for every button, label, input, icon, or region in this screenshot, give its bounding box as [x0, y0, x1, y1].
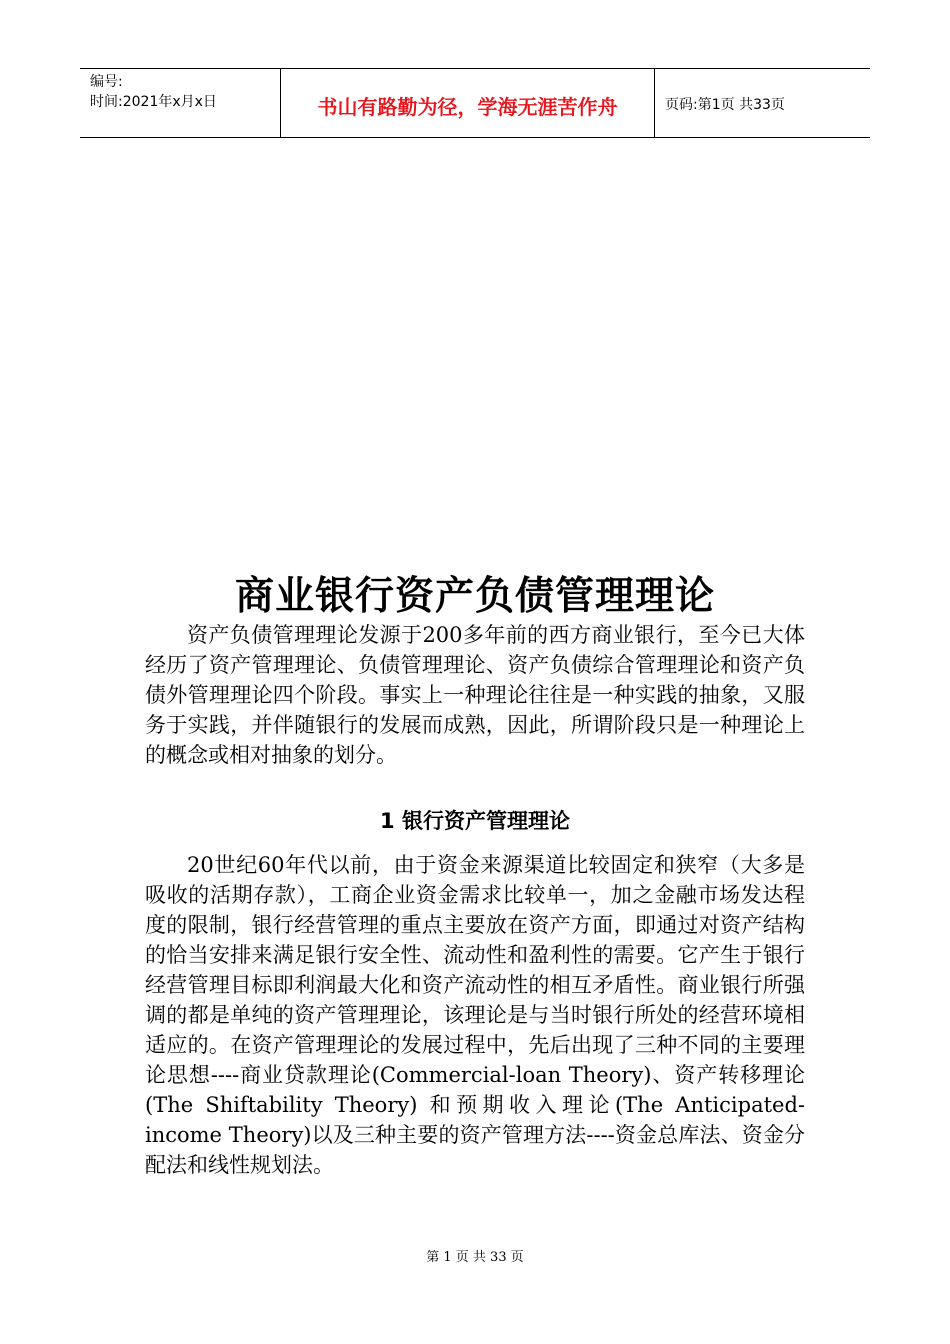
header-page-info: 页码:第1页 共33页 [665, 97, 785, 113]
header-motto-cell [281, 69, 655, 137]
document-header [80, 68, 870, 138]
header-motto: 书山有路勤为径，学海无涯苦作舟 [317, 94, 618, 119]
page-footer: 第 1 页 共 33 页 [426, 1250, 524, 1265]
header-meta-cell [80, 69, 281, 137]
serial-number-label: 编号: [90, 74, 123, 90]
header-page-cell [655, 69, 870, 137]
intro-paragraph: 资产负债管理理论发源于200多年前的西方商业银行，至今已大体经历了资产管理理论、负债管理理论、资产负债综合管理理论和资产负债外管理理论四个阶段。事实上一种理论往往是一种实践的抽象，又服务于实践，并伴随银行的发展而成熟，因此，所谓阶段只是一种理论上的概念或相对抽象的划分。 [145, 623, 805, 767]
document-title: 商业银行资产负债管理理论 [234, 574, 715, 619]
section-1-paragraph: 20世纪60年代以前，由于资金来源渠道比较固定和狭窄（大多是吸收的活期存款），工商企业资金需求比较单一，加之金融市场发达程度的限制，银行经营管理的重点主要放在资产方面，即通过对资产结构的恰当安排来满足银行安全性、流动性和盈利性的需要。它产生于银行经营管理目标即利润最大化和资产流动性的相互矛盾性。商业银行所强调的都是单纯的资产管理理论，该理论是与当时银行所处的经营环境相适应的。在资产管理理论的发展过程中，先后出现了三种不同的主要理论思想----商业贷款理论(Commercial-loan Theory)、资产转移理论(The Shiftability Theory) 和预期收入理论(The Anticipated-income Theory)以及三种主要的资产管理方法----资金总库法、资金分配法和线性规划法。 [145, 853, 805, 1177]
date-label: 时间:2021年x月x日 [90, 94, 217, 110]
section-1-heading: 1 银行资产管理理论 [380, 809, 570, 833]
